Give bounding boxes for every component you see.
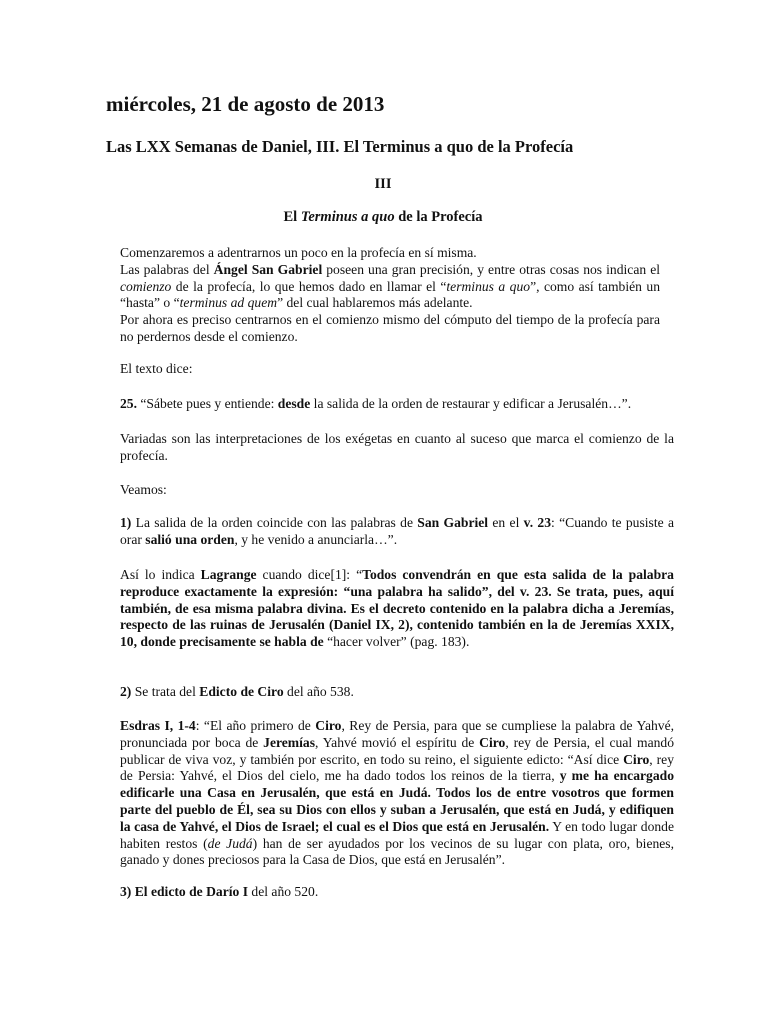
post-title: Las LXX Semanas de Daniel, III. El Terminus a quo de la Profecía bbox=[106, 137, 574, 156]
subtitle-italic-text: Terminus a quo bbox=[300, 209, 395, 225]
veamos-paragraph: Veamos: bbox=[120, 482, 167, 497]
item-2-paragraph: 2) Se trata del Edicto de Ciro del año 538. bbox=[120, 684, 354, 699]
item-3-paragraph: 3) El edicto de Darío I del año 520. bbox=[120, 884, 319, 899]
item-1-paragraph: 1) La salida de la orden coincide con las palabras de San Gabriel en el v. 23: “Cuando te pusiste a orar salió una orden, y he venido a anunciarla…”. bbox=[120, 515, 674, 547]
intro-paragraphs bbox=[106, 245, 660, 346]
intro-paragraph-3: Por ahora es preciso centrarnos en el comienzo mismo del cómputo del tiempo de la profecía para no perdernos desde el comienzo. bbox=[120, 312, 660, 344]
post-date: miércoles, 21 de agosto de 2013 bbox=[106, 92, 385, 116]
texto-dice-paragraph: El texto dice: bbox=[120, 361, 193, 376]
subtitle-text: El bbox=[283, 209, 301, 225]
variadas-paragraph: Variadas son las interpretaciones de los exégetas en cuanto al suceso que marca el comienzo de la profecía. bbox=[120, 431, 674, 463]
lagrange-paragraph: Así lo indica Lagrange cuando dice[1]: “Todos convendrán en que esta salida de la palabra reproduce exactamente la expresión: “una palabra ha salido”, del v. 23. Se trata, pues, aquí también, de esa misma palabra divina. Es el decreto contenido en la palabra dicha a Jeremías, respecto de las ruinas de Jerusalén (Daniel IX, 2), contenido también en la de Jeremías XXIX, 10, donde precisamente se habla de “hacer volver” (pag. 183). bbox=[120, 567, 675, 650]
esdras-paragraph: Esdras I, 1-4: “El año primero de Ciro, Rey de Persia, para que se cumpliese la palabra de Yahvé, pronunciada por boca de Jeremías, Yahvé movió el espíritu de Ciro, rey de Persia, el cual mandó publicar de viva voz, y también por escrito, en todo su reino, el siguiente edicto: “Así dice Ciro, rey de Persia: Yahvé, el Dios del cielo, me ha dado todos los reinos de la tierra, y me ha encargado edificarle una Casa en Jerusalén, que está en Judá. Todos los de entre vosotros que formen parte del pueblo de Él, sea su Dios con ellos y suban a Jerusalén, que está en Judá, y edifiquen la casa de Yahvé, el Dios de Israel; el cual es el Dios que está en Jerusalén. Y en todo lugar donde habiten restos (de Judá) han de ser ayudados por los vecinos de su lugar con plata, oro, bienes, ganado y dones preciosos para la Casa de Dios, que está en Jerusalén”. bbox=[120, 718, 675, 868]
intro-paragraph-1: Comenzaremos a adentrarnos un poco en la profecía en sí misma. bbox=[120, 245, 477, 260]
section-subtitle bbox=[106, 209, 660, 226]
subtitle-text-end: de la Profecía bbox=[394, 209, 483, 225]
verse-paragraph: 25. “Sábete pues y entiende: desde la salida de la orden de restaurar y edificar a Jerusalén…”. bbox=[120, 396, 632, 411]
section-numeral: III bbox=[374, 176, 392, 192]
intro-paragraph-2: Las palabras del Ángel San Gabriel poseen una gran precisión, y entre otras cosas nos indican el comienzo de la profecía, lo que hemos dado en llamar el “terminus a quo”, como así también un “hasta” o “terminus ad quem” del cual hablaremos más adelante. bbox=[120, 261, 661, 311]
